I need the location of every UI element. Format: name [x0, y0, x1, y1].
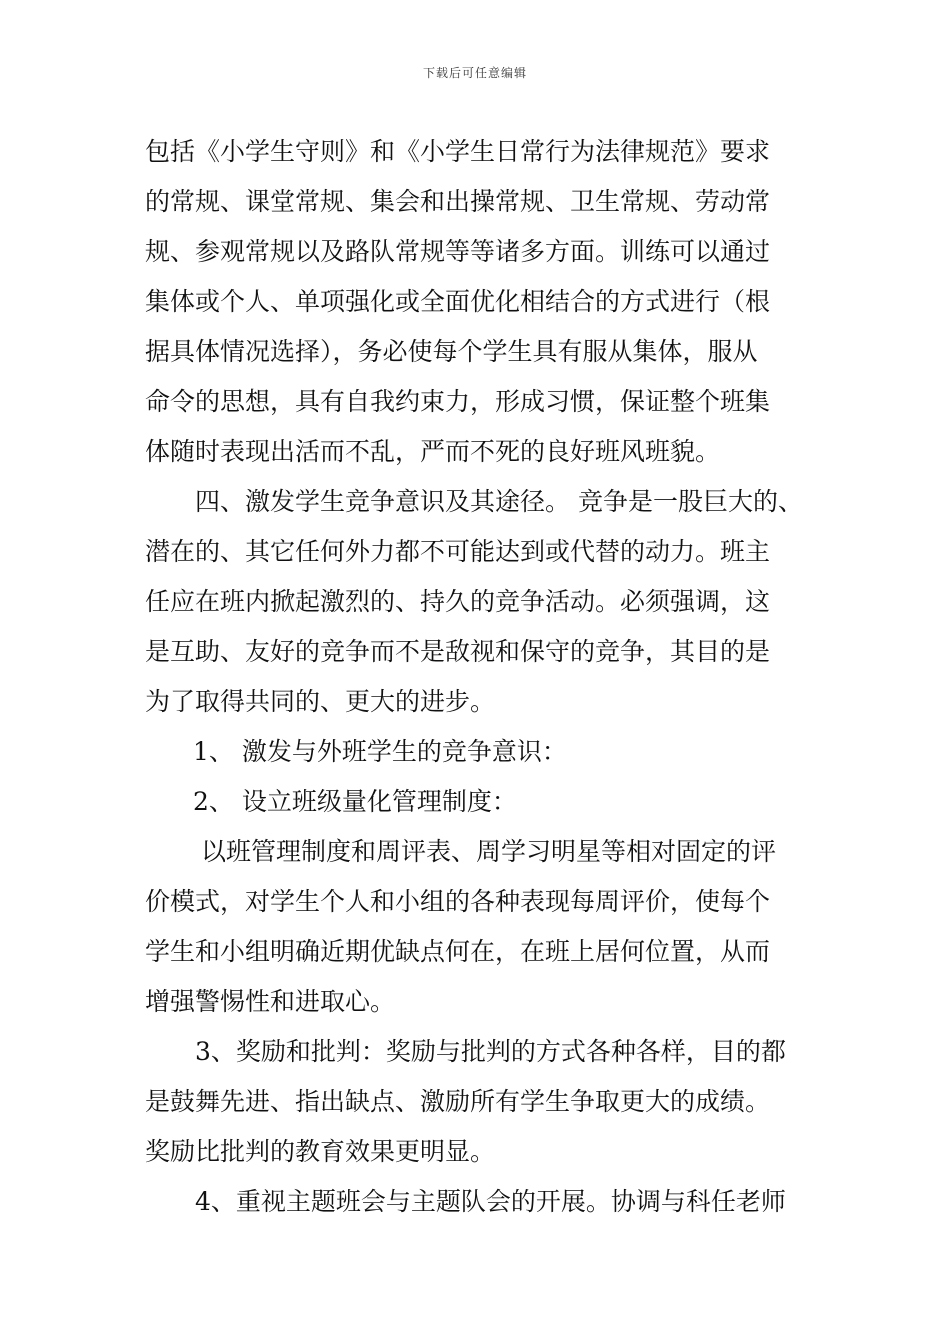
text-line: 是互助、友好的竞争而不是敌视和保守的竞争，其目的是 — [145, 637, 771, 666]
list-item-line: 2、 设立班级量化管理制度： — [193, 787, 517, 816]
text-line: 规、参观常规以及路队常规等等诸多方面。训练可以通过 — [145, 237, 771, 266]
text-line: 任应在班内掀起激烈的、持久的竞争活动。必须强调，这 — [145, 587, 771, 616]
list-item-line: 4、重视主题班会与主题队会的开展。协调与科任老师 — [195, 1187, 786, 1216]
text-line: 据具体情况选择），务必使每个学生具有服从集体，服从 — [145, 337, 758, 366]
text-line: 以班管理制度和周评表、周学习明星等相对固定的评 — [201, 837, 777, 866]
text-line: 命令的思想，具有自我约束力，形成习惯，保证整个班集 — [145, 387, 771, 416]
text-line: 学生和小组明确近期优缺点何在，在班上居何位置，从而 — [145, 937, 771, 966]
text-line: 是鼓舞先进、指出缺点、激励所有学生争取更大的成绩。 — [145, 1087, 771, 1116]
section-heading-line: 四、激发学生竞争意识及其途径。 竞争是一股巨大的、 — [195, 487, 803, 516]
text-line: 的常规、课堂常规、集会和出操常规、卫生常规、劳动常 — [145, 187, 771, 216]
list-item-line: 3、奖励和批判：奖励与批判的方式各种各样，目的都 — [195, 1037, 786, 1066]
list-item-line: 1、 激发与外班学生的竞争意识： — [193, 737, 567, 766]
text-line: 潜在的、其它任何外力都不可能达到或代替的动力。班主 — [145, 537, 771, 566]
text-line: 价模式，对学生个人和小组的各种表现每周评价，使每个 — [145, 887, 771, 916]
text-line: 包括《小学生守则》和《小学生日常行为法律规范》要求 — [145, 137, 771, 166]
text-line: 奖励比批判的教育效果更明显。 — [145, 1137, 496, 1166]
document-body — [145, 127, 815, 1227]
text-line: 集体或个人、单项强化或全面优化相结合的方式进行（根 — [145, 287, 771, 316]
page-header: 下载后可任意编辑 — [422, 66, 527, 80]
text-line: 为了取得共同的、更大的进步。 — [145, 687, 496, 716]
text-line: 体随时表现出活而不乱，严而不死的良好班风班貌。 — [145, 437, 721, 466]
text-line: 增强警惕性和进取心。 — [145, 987, 396, 1016]
